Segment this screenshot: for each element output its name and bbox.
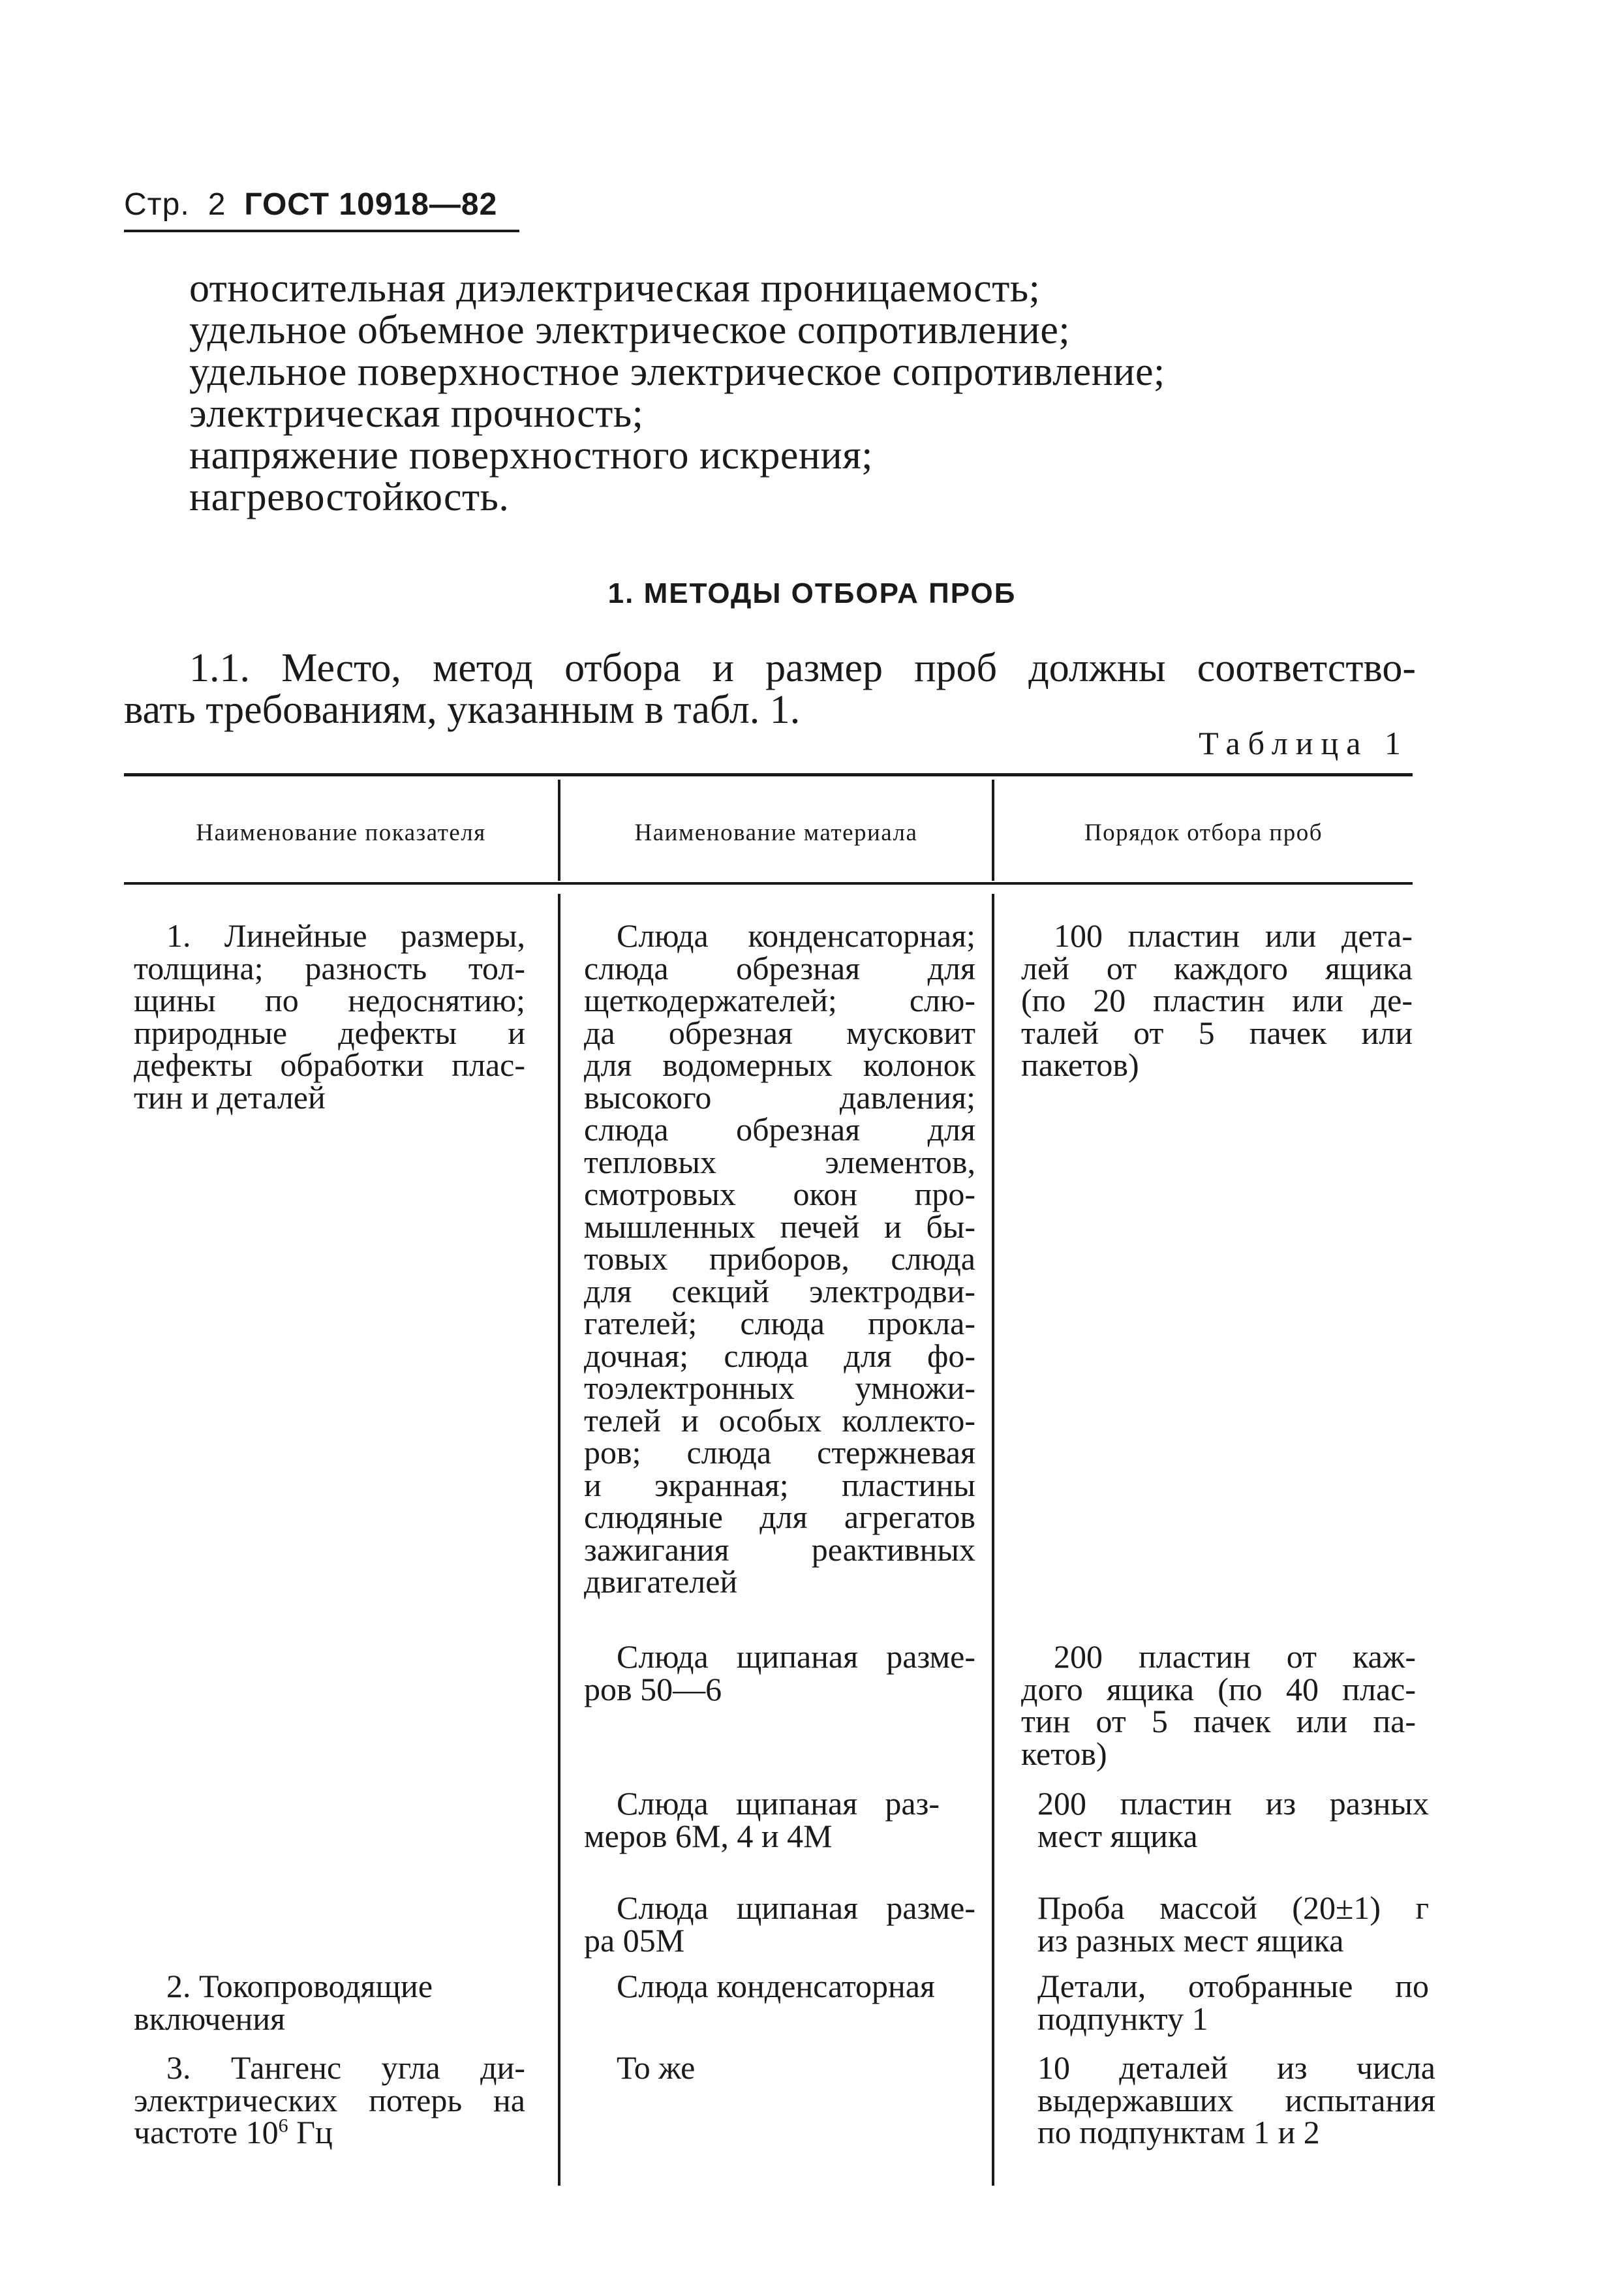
table-cell (1037, 1889, 1429, 1959)
cell-line: тин и деталей (134, 1078, 326, 1116)
table-top-rule (124, 773, 1413, 776)
intro-line: удельное объемное электрическое сопротивление; (189, 308, 1071, 352)
cell-line: мышленных печей и бы- (584, 1208, 975, 1245)
cell-line: по подпунктам 1 и 2 (1037, 2114, 1320, 2150)
section-title: 1. МЕТОДЫ ОТБОРА ПРОБ (607, 577, 1017, 609)
cell-line: двигателей (584, 1563, 738, 1600)
table-cell (134, 2049, 525, 2150)
table-cell (584, 917, 975, 1600)
cell-line: Проба массой (20±1) г (1037, 1889, 1429, 1926)
cell-line: кетов) (1021, 1735, 1107, 1772)
table-cell (1021, 1638, 1416, 1772)
cell-line: тоэлектронных умножи- (584, 1369, 975, 1406)
cell-line: и экранная; пластины (584, 1466, 975, 1503)
paragraph-line: вать требованиям, указанным в табл. 1. (124, 688, 801, 732)
cell-line: включения (134, 2000, 286, 2037)
table-header-indicator: Наименование показателя (196, 819, 486, 846)
superscript: 6 (278, 2115, 288, 2137)
table-cell (1037, 2049, 1435, 2150)
cell-line: тин от 5 пачек или па- (1021, 1703, 1416, 1739)
text-fragment: Гц (288, 2114, 333, 2150)
cell-line: талей от 5 пачек или (1021, 1014, 1413, 1051)
cell-line: меров 6М, 4 и 4М (584, 1817, 833, 1854)
cell-line: Слюда конденсаторная; (617, 917, 975, 954)
intro-list (189, 267, 1429, 518)
intro-line: нагревостойкость. (189, 475, 510, 519)
page-number: 2 (207, 187, 226, 222)
cell-line: Слюда конденсаторная (617, 1968, 935, 2004)
cell-line: толщина; разность тол- (134, 949, 525, 986)
cell-line: лей от каждого ящика (1021, 949, 1413, 986)
cell-line: слюда обрезная для (584, 949, 975, 986)
cell-line: ров 50—6 (584, 1670, 722, 1707)
table-cell (1021, 917, 1413, 1083)
paragraph-line: 1.1. Место, метод отбора и размер проб должны соответство- (189, 646, 1416, 690)
column-divider (992, 894, 994, 2186)
table-caption: Таблица 1 (1199, 725, 1409, 761)
cell-line: смотровых окон про- (584, 1176, 975, 1212)
cell-line-with-superscript (134, 2116, 525, 2149)
cell-line: щины по недоснятию; (134, 982, 525, 1018)
cell-line: мест ящика (1037, 1817, 1198, 1854)
cell-line: слюда обрезная для (584, 1111, 975, 1148)
table-cell (134, 1970, 499, 2035)
table-header-rule (124, 882, 1413, 885)
paragraph-1-1 (124, 647, 1416, 731)
cell-line: высокого давления; (584, 1078, 975, 1116)
cell-line: дефекты обработки плас- (134, 1047, 525, 1083)
cell-line: То же (617, 2049, 696, 2086)
cell-line: ра 05М (584, 1921, 685, 1959)
intro-line: электрическая прочность; (189, 391, 644, 436)
cell-line: Слюда щипаная разме- (617, 1638, 975, 1675)
cell-line: щеткодержателей; слю- (584, 982, 975, 1018)
table-header-material: Наименование материала (634, 819, 918, 846)
column-divider (558, 894, 560, 2186)
cell-line: пакетов) (1021, 1047, 1139, 1083)
table-cell (617, 2049, 982, 2086)
page-header (124, 187, 497, 222)
cell-line: природные дефекты и (134, 1014, 525, 1051)
cell-line: 100 пластин или дета- (1054, 917, 1413, 954)
cell-line: 2. Токопроводящие (166, 1968, 433, 2004)
cell-line: да обрезная мусковит (584, 1014, 975, 1051)
cell-line: для секций электродви- (584, 1272, 975, 1309)
cell-line: дого ящика (по 40 плас- (1021, 1670, 1416, 1707)
cell-line: зажигания реактивных (584, 1531, 975, 1568)
intro-line: относительная диэлектрическая проницаемость; (189, 266, 1041, 311)
cell-line: 200 пластин из разных (1037, 1785, 1429, 1822)
table-cell (1037, 1970, 1429, 2035)
gost-designation: ГОСТ 10918—82 (244, 187, 498, 222)
cell-line: электрических потерь на (134, 2081, 525, 2118)
intro-line: напряжение поверхностного искрения; (189, 433, 873, 478)
header-underline (124, 230, 519, 232)
table-header-sampling: Порядок отбора проб (1084, 819, 1323, 846)
page-label: Стр. (124, 187, 190, 222)
cell-line: Слюда щипаная раз- (617, 1785, 940, 1822)
cell-line: 1. Линейные размеры, (166, 917, 525, 954)
cell-line: Детали, отобранные по (1037, 1968, 1429, 2004)
cell-line: (по 20 пластин или де- (1021, 982, 1413, 1018)
text-fragment: частоте 10 (134, 2114, 279, 2150)
cell-line: выдержавших испытания (1037, 2081, 1435, 2118)
cell-line: товых приборов, слюда (584, 1240, 975, 1277)
table-cell (134, 917, 525, 1116)
cell-line: слюдяные для агрегатов (584, 1499, 975, 1535)
cell-line: Слюда щипаная разме- (617, 1889, 975, 1926)
cell-line: подпункту 1 (1037, 2000, 1208, 2037)
table-cell (617, 1970, 982, 2003)
cell-line: дочная; слюда для фо- (584, 1337, 975, 1374)
table-cell (1037, 1785, 1429, 1854)
cell-line: для водомерных колонок (584, 1047, 975, 1083)
cell-line: 3. Тангенс угла ди- (166, 2049, 525, 2086)
table-cell (584, 1889, 975, 1959)
cell-line: 200 пластин от каж- (1054, 1638, 1416, 1675)
cell-line: из разных мест ящика (1037, 1921, 1344, 1959)
cell-line: телей и особых коллекто- (584, 1401, 975, 1439)
cell-line: гателей; слюда прокла- (584, 1305, 975, 1341)
cell-line: тепловых элементов, (584, 1143, 975, 1180)
table-cell (584, 1638, 975, 1707)
table-cell (584, 1785, 940, 1854)
cell-line: 10 деталей из числа (1037, 2049, 1435, 2086)
cell-line: ров; слюда стержневая (584, 1434, 975, 1471)
intro-line: удельное поверхностное электрическое сопротивление; (189, 350, 1165, 394)
